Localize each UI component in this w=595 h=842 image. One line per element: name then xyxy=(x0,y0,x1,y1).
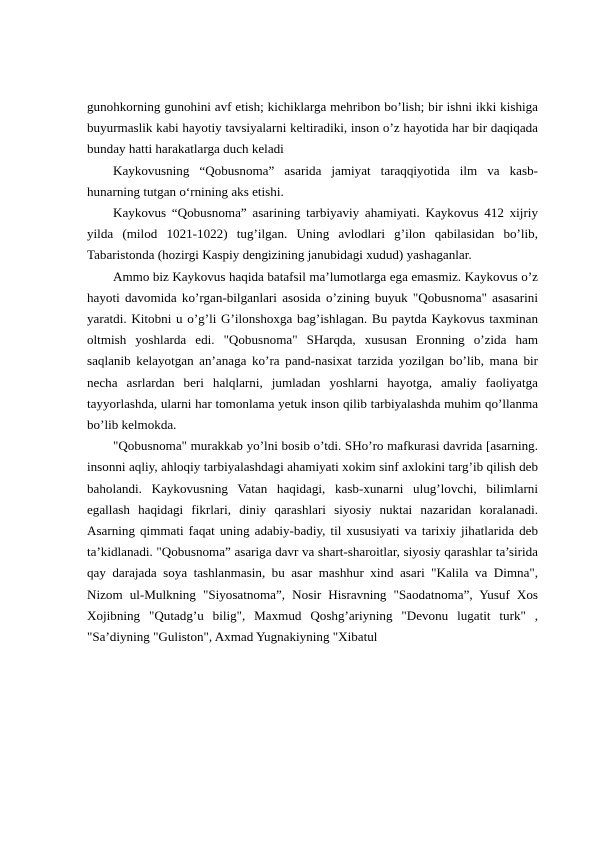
body-text xyxy=(87,96,538,647)
paragraph-4: Ammo biz Kaykovus haqida batafsil ma’lumotlarga ega emasmiz. Kaykovus o’z hayoti davomida ko’rgan-bilganlari asosida o’zining buyuk "Qobusnoma" asasarini yaratdi. Kitobni u o’g’li G’ilonshoxga bag’ishlagan. Bu paytda Kaykovus taxminan oltmish yoshlarda edi. "Qobusnoma" SHarqda, xususan Eronning o’zida ham saqlanib kelayotgan an’anaga ko’ra pand-nasixat tarzida yozilgan bo’lib, mana bir necha asrlardan beri halqlarni, jumladan yoshlarni hayotga, amaliy faoliyatga tayyorlashda, ularni har tomonlama yetuk inson qilib tarbiyalashda muhim qo’llanma bo’lib kelmokda. xyxy=(87,268,538,433)
paragraph-2: Kaykovusning “Qobusnoma” asarida jamiyat taraqqiyotida ilm va kasb-hunarning tutgan o‘rnining aks etishi. xyxy=(87,162,538,199)
paragraph-1: gunohkorning gunohini avf etish; kichiklarga mehribon bo’lish; bir ishni ikki kishiga buyurmaslik kabi hayotiy tavsiyalarni keltiradiki, inson o’z hayotida har bir daqiqada bunday hatti harakatlarga duch keladi xyxy=(87,99,538,157)
paragraph-3: Kaykovus “Qobusnoma” asarining tarbiyaviy ahamiyati. Kaykovus 412 xijriy yilda (milod 1021-1022) tug’ilgan. Uning avlodlari g’ilon qabilasidan bo’lib, Tabaristonda (hozirgi Kaspiy dengizining janubidagi xudud) yashaganlar. xyxy=(87,205,538,263)
paragraph-5: "Qobusnoma" murakkab yo’lni bosib o’tdi. SHo’ro mafkurasi davrida [asarning. insonni aqliy, ahloqiy tarbiyalashdagi ahamiyati xokim sinf axlokini targ’ib qilish deb baholandi. Kaykovusning Vatan haqidagi, kasb-xunarni ulug’lovchi, bilimlarni egallash haqidagi fikrlari, diniy qarashlari siyosiy nuktai nazaridan koralanadi. Asarning qimmati faqat uning adabiy-badiy, til xususiyati va tarixiy jihatlarida deb ta’kidlanadi. "Qobusnoma” asariga davr va shart-sharoitlar, siyosiy qarashlar ta’sirida qay darajada soya tashlanmasin, bu asar mashhur xind asari "Kalila va Dimna", Nizom ul-Mulkning "Siyosatnoma”, Nosir Hisravning "Saodatnoma”, Yusuf Xos Xojibning "Qutadg’u bilig", Maxmud Qoshg’ariyning "Devonu lugatit turk" , "Sa’diyning "Guliston", Axmad Yugnakiyning "Xibatul xyxy=(87,438,538,645)
